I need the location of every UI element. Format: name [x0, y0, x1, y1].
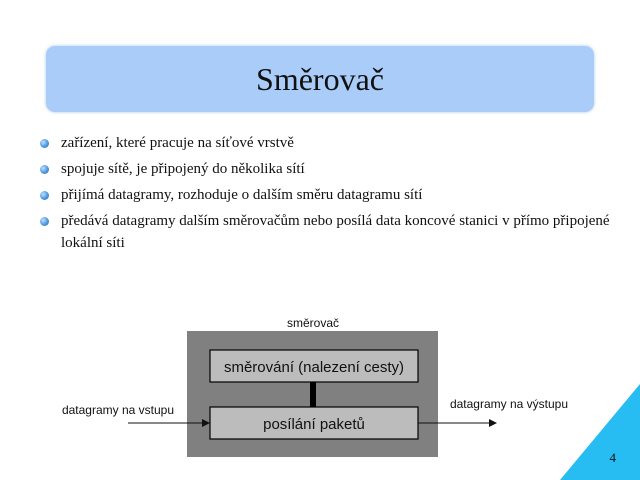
page-number: 4 — [609, 450, 616, 465]
input-label: datagramy na vstupu — [61, 403, 175, 417]
bullet-text: spojuje sítě, je připojený do několika sítí — [61, 161, 305, 177]
forwarding-box-label: posílání paketů — [263, 416, 365, 433]
slide-title: Směrovač — [256, 60, 384, 97]
routing-box-label: směrování (nalezení cesty) — [223, 359, 405, 376]
corner-triangle — [560, 384, 640, 480]
output-label: datagramy na výstupu — [449, 397, 569, 411]
container-label: směrovač — [286, 316, 340, 330]
bullet-text: přijímá datagramy, rozhoduje o dalším směru datagramu sítí — [61, 187, 423, 203]
bullet-text: předává datagramy dalším směrovačům nebo posílá data koncové stanici v přímo připojené lokální síti — [61, 213, 610, 251]
bullet-text: zařízení, které pracuje na síťové vrstvě — [61, 135, 294, 151]
box-connector — [310, 382, 316, 407]
